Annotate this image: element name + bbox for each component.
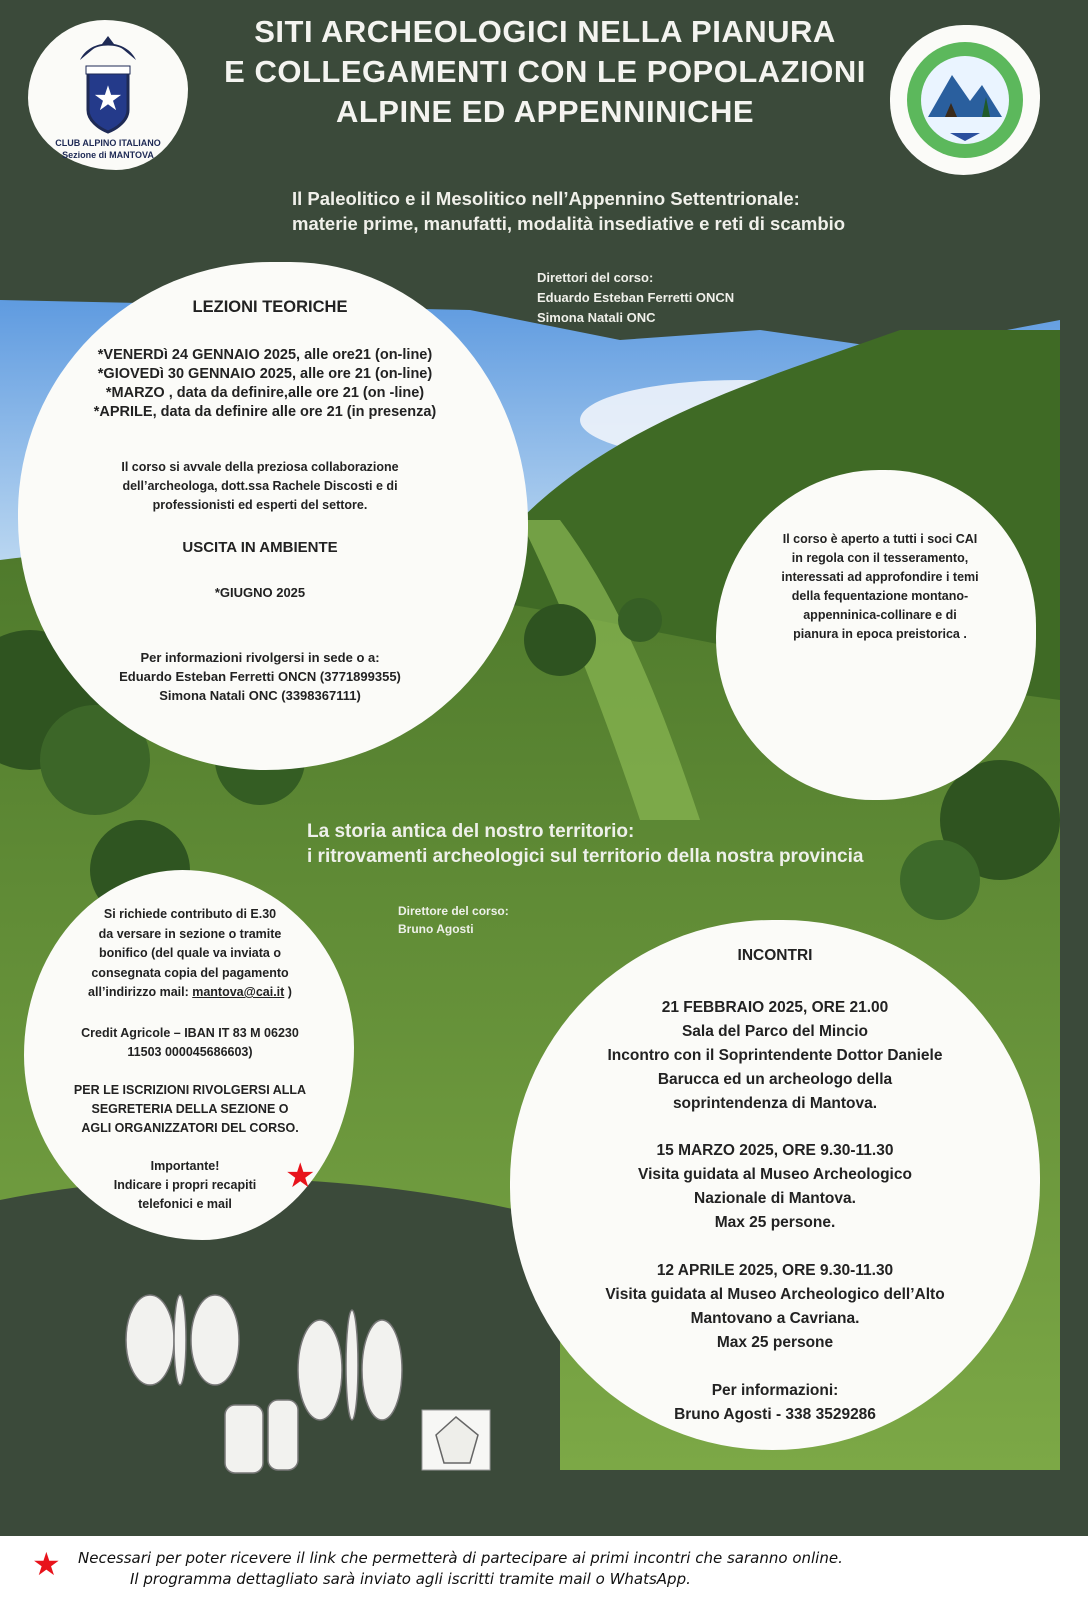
svg-text:★: ★: [92, 79, 124, 119]
red-star-icon: ★: [32, 1545, 61, 1583]
comitato-scientifico-emblem-icon: [890, 25, 1040, 175]
incontri-heading: INCONTRI: [737, 947, 813, 964]
main-title: SITI ARCHEOLOGICI NELLA PIANURA E COLLEGAMENTI CON LE POPOLAZIONI ALPINE ED APPENNINICHE: [224, 14, 866, 129]
lezione-date: *VENERDì 24 GENNAIO 2025, alle ore21 (on-line): [97, 347, 433, 363]
footer-text: Necessari per poter ricevere il link che permetterà di partecipare ai primi incontri che saranno online. Il programma dettagliato sarà inviato agli iscritti tramite mail o WhatsApp.: [78, 1549, 843, 1588]
course-open-note: Il corso è aperto a tutti i soci CAI in regola con il tesseramento, interessati ad approfondire i temi della fequentazione montano- appenninica-collinare e di pianura in epoca preistorica .: [781, 532, 979, 641]
lezione-date: *APRILE, data da definire alle ore 21 (in presenza): [93, 404, 437, 420]
lezioni-heading: LEZIONI TEORICHE: [192, 298, 348, 316]
red-star-icon: ★: [285, 1156, 316, 1196]
incontri-contact: Per informazioni: Bruno Agosti - 338 3529286: [674, 1382, 876, 1423]
scraper-drawing-icon: [225, 1400, 298, 1473]
second-course-title: La storia antica del nostro territorio: i ritrovamenti archeologici sul territorio della nostra provincia: [307, 821, 864, 867]
collaboration-note: Il corso si avvale della preziosa collaborazione dell’archeologa, dott.ssa Rachele Discosti e di professionisti ed esperti del settore.: [121, 460, 399, 512]
cai-logo-name: CLUB ALPINO ITALIANO: [55, 138, 161, 148]
email-link[interactable]: mantova@cai.it: [192, 985, 285, 999]
uscita-date: *GIUGNO 2025: [214, 585, 306, 600]
cai-logo-section: Sezione di MANTOVA: [62, 150, 154, 160]
cai-logo: [28, 20, 188, 170]
flint-tool-drawing-icon: [126, 1295, 239, 1385]
lezione-date: *GIOVEDì 30 GENNAIO 2025, alle ore 21 (on-line): [97, 366, 433, 382]
iban-info: Credit Agricole – IBAN IT 83 M 06230 11503 000045686603): [81, 1026, 299, 1059]
incontro-event: 12 APRILE 2025, ORE 9.30-11.30 Visita guidata al Museo Archeologico dell’Alto Mantovano a Cavriana. Max 25 persone: [605, 1262, 945, 1351]
contributo-note: Si richiede contributo di E.30 da versare in sezione o tramite bonifico (del quale va inviata o consegnata copia del pagamento all’indirizzo mail: mantova@cai.it ): [88, 907, 292, 999]
iscrizioni-note: PER LE ISCRIZIONI RIVOLGERSI ALLA SEGRETERIA DELLA SEZIONE O AGLI ORGANIZZATORI DEL CORSO.: [73, 1083, 307, 1135]
lezione-date: *MARZO , data da definire,alle ore 21 (on -line): [105, 385, 425, 401]
comitato-scientifico-logo: [890, 25, 1040, 175]
lezioni-dates: [40, 346, 490, 422]
footer-note: [0, 1536, 1088, 1600]
incontro-event: 15 MARZO 2025, ORE 9.30-11.30 Visita guidata al Museo Archeologico Nazionale di Mantova. Max 25 persone.: [638, 1142, 912, 1231]
second-course-director: Direttore del corso: Bruno Agosti: [398, 904, 509, 936]
course-directors: Direttori del corso: Eduardo Esteban Ferretti ONCN Simona Natali ONC: [537, 270, 735, 325]
course-subtitle: Il Paleolitico e il Mesolitico nell’Appennino Settentrionale: materie prime, manufatti, modalità insediative e reti di scambio: [292, 188, 846, 234]
core-drawing-icon: [422, 1410, 490, 1470]
uscita-heading: USCITA IN AMBIENTE: [182, 539, 338, 556]
cai-emblem-icon: [28, 20, 188, 140]
blade-drawing-icon: [298, 1310, 402, 1420]
importante-note: Importante! Indicare i propri recapiti telefonici e mail: [113, 1159, 257, 1211]
artifact-drawings: [110, 1285, 510, 1485]
incontro-event: 21 FEBBRAIO 2025, ORE 21.00 Sala del Parco del Mincio Incontro con il Soprintendente Dottor Daniele Barucca ed un archeologo della soprintendenza di Mantova.: [607, 999, 943, 1112]
info-contacts: Per informazioni rivolgersi in sede o a: Eduardo Esteban Ferretti ONCN (3771899355) Simona Natali ONC (3398367111): [119, 650, 401, 703]
